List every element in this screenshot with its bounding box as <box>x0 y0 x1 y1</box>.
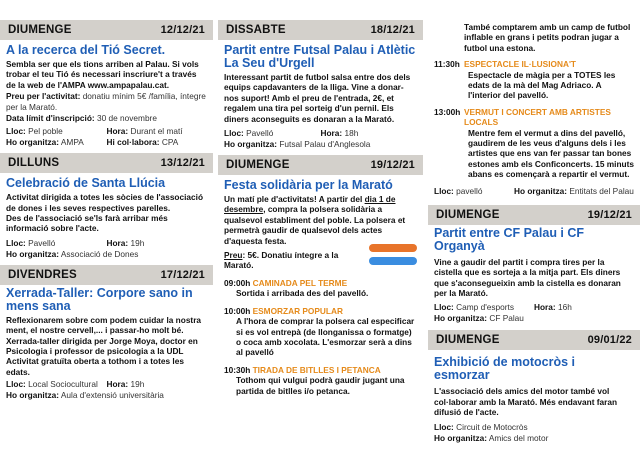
section-header <box>0 153 213 173</box>
section-header <box>0 20 213 40</box>
event-title: Xerrada-Taller: Corpore sano in mens sana <box>6 285 193 313</box>
wristband-image <box>369 244 417 265</box>
date-label: 17/12/21 <box>160 268 205 281</box>
schedule-item <box>428 107 640 180</box>
event-title: Celebració de Santa Llúcia <box>6 176 166 191</box>
schedule-item <box>218 365 423 396</box>
blue-wristband <box>369 257 417 265</box>
event-organizer: Ho organitza: Associació de Dones <box>6 248 139 259</box>
event-description: Sembla ser que els tions arriben al Palau. Si vols trobar el teu Tió és necessari inscriure't a través de la web de l'AMPA www.ampapalau.cat. <box>6 59 199 90</box>
column-3 <box>428 0 640 444</box>
date-label: 09/01/22 <box>587 334 632 347</box>
event-place-organizer: Lloc: pavelló Ho organitza: Entitats del Palau <box>434 185 634 196</box>
price-row: Preu: 5€. Donatiu íntegre a la Marató. <box>218 250 423 271</box>
schedule-activity: ESMORZAR POPULAR <box>252 305 343 316</box>
event-deadline: Data límit d'inscripció: 30 de novembre <box>6 113 157 124</box>
section-header <box>428 205 640 225</box>
schedule-item <box>428 59 640 101</box>
schedule-activity: CAMINADA PEL TERME <box>252 277 348 288</box>
festival-schedule-continued <box>428 59 640 179</box>
schedule-activity: VERMUT I CONCERT AMB ARTISTES LOCALS <box>464 106 611 128</box>
section-header <box>218 155 423 175</box>
event-description: Interessant partit de futbol salsa entre dos dels equips capdavanters de la lliga. Vine a donar-nos suport! Amb el preu de l'entrada, 2€, et regalem una tira pel sorteig d'un pernil. Els diners aconseguits es donaran a la Marató. <box>224 72 411 124</box>
schedule-time: 09:00h <box>224 277 251 288</box>
day-label: DIUMENGE <box>226 159 290 172</box>
event-description: Reflexionarem sobre com podem cuidar la nostra ment, el nostre cervell,... i passar-ho molt bé. Xerrada-taller dirigida per Jorge Moya, doctor en Psicologia i professor de psicologia a la UDL Activitat gratuïta oberta a tothom i a totes les edats. <box>6 314 202 377</box>
date-label: 18/12/21 <box>370 24 415 36</box>
event-description: Activitat dirigida a totes les sòcies de l'associació de dones i les seves respectives parelles. Des de l'associació se'ls farà arribar més informació sobre l'acte. <box>6 192 204 234</box>
day-label: DIVENDRES <box>8 268 77 281</box>
section-header <box>218 20 423 40</box>
event-title: Partit entre CF Palau i CF Organyà <box>434 225 585 253</box>
day-label: DIUMENGE <box>8 24 72 36</box>
date-label: 12/12/21 <box>160 24 205 36</box>
event-description: Un matí ple d'activitats! A partir del dia 1 de desembre, compra la polsera solidària a qualsevol establiment del poble. La polsera et permetrà gaudir de qualsevol dels actes d'aquesta festa. <box>224 194 406 246</box>
day-label: DISSABTE <box>226 24 286 36</box>
date-label: 19/12/21 <box>370 159 415 172</box>
schedule-time: 13:00h <box>434 106 461 117</box>
festival-schedule <box>218 278 423 396</box>
schedule-time: 10:00h <box>224 305 251 316</box>
event-place-hour: Lloc: Pavelló Hora: 18h <box>224 128 359 139</box>
date-label: 13/12/21 <box>160 157 205 170</box>
event-organizer: Ho organitza: Aula d'extensió universitària <box>6 390 164 401</box>
orange-wristband <box>369 244 417 252</box>
event-organizer: Ho organitza: CF Palau <box>434 313 524 324</box>
event-organizer: Ho organitza: Amics del motor <box>434 432 549 443</box>
schedule-item <box>218 278 423 299</box>
schedule-item <box>218 306 423 358</box>
event-description: L'associació dels amics del motor també vol col·laborar amb la Marató. Més endavant faran difusió de l'acte. <box>434 386 618 418</box>
column-2 <box>218 0 423 396</box>
schedule-activity: TIRADA DE BITLLES I PETANCA <box>252 364 381 375</box>
event-title: Festa solidària per la Marató <box>224 178 393 193</box>
day-label: DIUMENGE <box>436 208 500 221</box>
schedule-description: Sortida i arribada des del pavelló. <box>236 288 369 299</box>
event-title: A la recerca del Tió Secret. <box>6 43 166 57</box>
day-label: DIUMENGE <box>436 334 500 347</box>
event-place-hour: Lloc: Pel poble Hora: Durant el matí <box>6 126 183 137</box>
column-1 <box>0 0 213 401</box>
event-place-hour: Lloc: Pavelló Hora: 19h <box>6 237 145 248</box>
event-price: Preu per l'activitat: donatiu mínim 5€ /família, íntegre per la Marató. <box>6 91 206 113</box>
schedule-time: 11:30h <box>434 59 460 70</box>
schedule-time: 10:30h <box>224 364 251 375</box>
schedule-description: A l'hora de comprar la polsera cal especificar si es vol entrepà (de llonganissa o formatge) o coca amb xocolata. L'esmorzar serà a dins al pavelló <box>236 316 415 358</box>
date-label: 19/12/21 <box>587 208 632 221</box>
event-title: Exhibició de motocròs i esmorzar <box>434 355 575 383</box>
event-title: Partit entre Futsal Palau i Atlètic La Seu d'Urgell <box>224 43 416 70</box>
schedule-description: Tothom qui vulgui podrà gaudir jugant una partida de bitlles i/o petanca. <box>236 375 405 396</box>
schedule-activity: ESPECTACLE IL·LUSIONA'T <box>464 59 576 70</box>
intro-text: També comptarem amb un camp de futbol inflable en grans i petits podran jugar a futbol una estona. <box>464 22 631 53</box>
event-organizer: Ho organitza: Futsal Palau d'Anglesola <box>224 139 371 150</box>
section-header <box>0 265 213 285</box>
event-description: Vine a gaudir del partit i compra tires per la cistella que es sorteja a la mitja part. Els diners que s'aconsegueixin amb la cistella es donaran per la Marató. <box>434 256 621 298</box>
section-header <box>428 330 640 350</box>
event-place-hour: Lloc: Camp d'esports Hora: 16h <box>434 302 572 313</box>
event-place: Lloc: Circuit de Motocròs <box>434 421 528 432</box>
day-label: DILLUNS <box>8 157 60 170</box>
schedule-description: Mentre fem el vermut a dins del pavelló, gaudirem de les veus d'alguns dels i les artistes que ens van fer passar tan bones estones amb els Conficoncerts. 15 minuts abans es començarà a repartir el vermut. <box>468 127 634 180</box>
schedule-description: Espectacle de màgia per a TOTES les edats de la mà del Mag Adriaco. A l'interior del pavelló. <box>468 69 616 101</box>
event-organizer: Ho organitza: AMPA Hi col·labora: CPA <box>6 137 179 148</box>
event-place-hour: Lloc: Local Sociocultural Hora: 19h <box>6 379 145 390</box>
